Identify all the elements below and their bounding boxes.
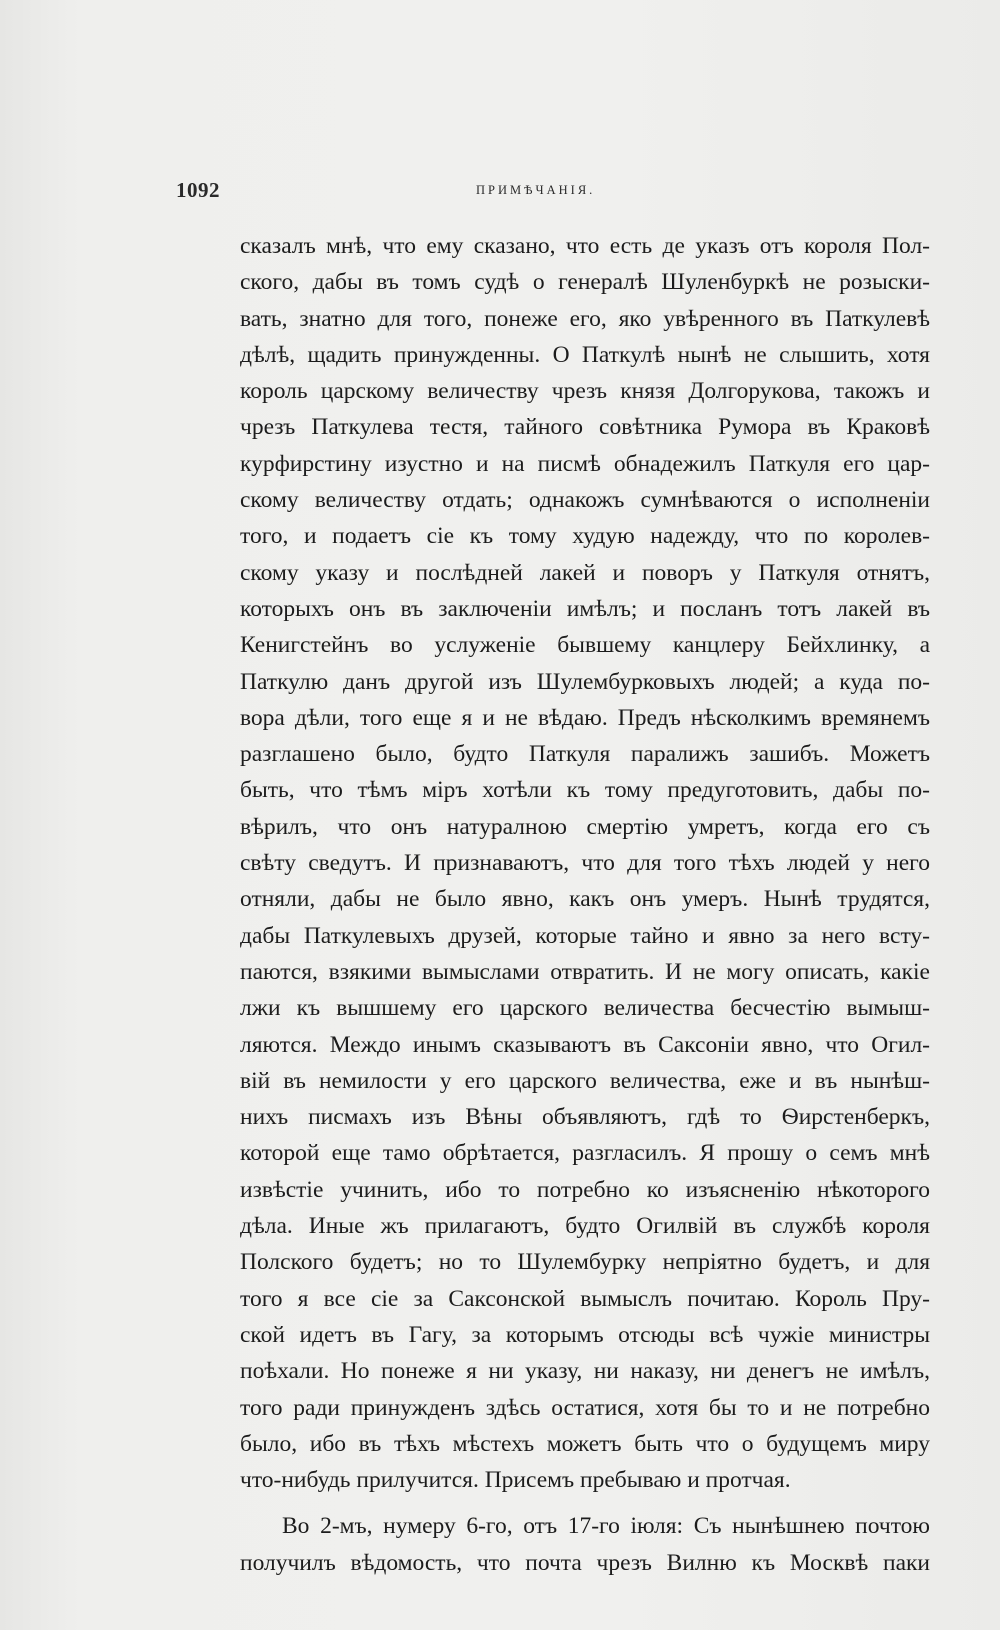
paragraphs-container [240,228,930,1581]
text-line: чрезъ Паткулева тестя, тайного совѣтника Румора въ Краковѣ [240,414,930,441]
text-line: сказалъ мнѣ, что ему сказано, что есть де указъ отъ короля Пол- [240,233,930,259]
paragraph-gap [240,1498,930,1508]
text-line: быть, что тѣмъ міръ хотѣли къ тому предуготовить, дабы по- [240,777,930,804]
text-line: вѣрилъ, что онъ натуралною смертію умретъ, когда его съ [240,813,930,840]
text-line: ляются. Междо инымъ сказываютъ въ Саксоніи явно, что Огил- [240,1031,930,1058]
text-line: курфирстину изустно и на писмѣ обнадежилъ Паткуля его цар- [240,450,930,477]
body-text [240,228,930,1581]
page-number: 1092 [176,178,220,202]
text-line: поѣхали. Но понеже я ни указу, ни наказу, ни денегъ не имѣлъ, [240,1358,930,1385]
text-line: получилъ вѣдомость, что почта чрезъ Вилню къ Москвѣ паки [240,1549,930,1576]
paragraph [240,1508,930,1581]
text-line: король царскому величеству чрезъ князя Долгорукова, такожъ и [240,378,930,405]
text-line: Паткулю данъ другой изъ Шулембурковыхъ людей; а куда по- [240,668,930,695]
text-line: которыхъ онъ въ заключеніи имѣлъ; и посланъ тотъ лакей въ [240,595,930,622]
text-line: дѣла. Иные жъ прилагаютъ, будто Огилвій въ службѣ короля [240,1213,930,1240]
text-line: лжи къ вышшему его царского величества бесчестію вымыш- [240,995,930,1022]
text-line: которой еще тамо обрѣтается, разгласилъ. Я прошу о семъ мнѣ [240,1140,930,1167]
text-line: нихъ писмахъ изъ Вѣны объявляютъ, гдѣ то Ѳирстенберкъ, [240,1104,930,1131]
text-line: разглашено было, будто Паткуля паралижъ зашибъ. Можетъ [240,741,930,768]
text-line: вора дѣли, того еще я и не вѣдаю. Предъ нѣсколкимъ времянемъ [240,704,930,731]
paragraph [240,228,930,1498]
text-line: скому величеству отдать; однакожъ сумнѣваются о исполненіи [240,487,930,514]
text-line: свѣту сведутъ. И признаваютъ, что для того тѣхъ людей у него [240,850,930,877]
text-line: того, и подаетъ сіе къ тому худую надежду, что по королев- [240,523,930,550]
text-line: что-нибудь прилучится. Присемъ пребываю и протчая. [240,1467,791,1494]
text-line: было, ибо въ тѣхъ мѣстехъ можетъ быть что о будущемъ миру [240,1430,930,1457]
text-line: ского, дабы въ томъ судѣ о генералѣ Шуленбуркѣ не розыски- [240,269,930,296]
text-line: паются, взякими вымыслами отвратить. И не могу описать, какіе [240,958,930,985]
text-line: Во 2-мъ, нумеру 6-го, отъ 17-го іюля: Съ нынѣшнею почтою [282,1513,930,1540]
text-line: дѣлѣ, щадить принужденны. О Паткулѣ нынѣ не слышить, хотя [240,341,930,368]
text-line: того ради принужденъ здѣсь остатися, хотя бы то и не потребно [240,1394,930,1421]
text-line: отняли, дабы не было явно, какъ онъ умеръ. Нынѣ трудятся, [240,886,930,913]
text-line: ской идетъ въ Гагу, за которымъ отсюды всѣ чужіе министры [240,1321,930,1348]
text-line: извѣстіе учинить, ибо то потребно ко изъясненію нѣкоторого [240,1176,930,1203]
running-head: ПРИМѢЧАНІЯ. [476,183,596,197]
text-line: Кенигстейнъ во услуженіе бывшему канцлеру Бейхлинку, а [240,632,930,659]
text-line: дабы Паткулевыхъ друзей, которые тайно и явно за него всту- [240,922,930,949]
text-line: того я все сіе за Саксонской вымыслъ почитаю. Король Пру- [240,1285,930,1312]
page-header [176,178,936,208]
text-line: вій въ немилости у его царского величества, еже и въ нынѣш- [240,1067,930,1094]
text-line: вать, знатно для того, понеже его, яко увѣренного въ Паткулевѣ [240,305,930,332]
text-line: Полского будетъ; но то Шулембурку непріятно будетъ, и для [240,1249,930,1276]
text-line: скому указу и послѣдней лакей и поворъ у Паткуля отнятъ, [240,559,930,586]
